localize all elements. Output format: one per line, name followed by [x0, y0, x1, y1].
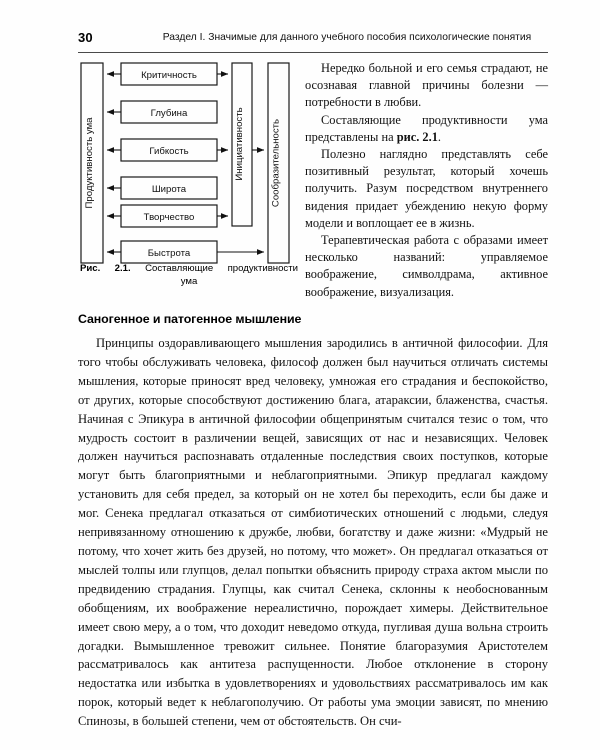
header-rule — [78, 52, 548, 53]
running-head — [78, 30, 548, 48]
side-paragraph-2-tail: . — [437, 129, 442, 144]
running-head-title: Раздел I. Значимые для данного учебного пособия психологические понятия — [162, 32, 532, 43]
figure-2-1 — [80, 62, 295, 292]
side-paragraph-1: Нередко больной и его семья страдают, не осознавая главной причины болезни — потребности в любви. — [305, 61, 548, 110]
pillar-initiative-label: Инициативность — [234, 107, 245, 181]
figure-caption-label: Рис. 2.1. — [80, 263, 131, 274]
side-paragraph-2-text: Составляющие продуктивности ума представлены на — [305, 112, 548, 144]
side-paragraph-4: Терапевтическая работа с образами имеет несколько названий: управляемое воображение, символдрама, активное воображение, визуализация. — [305, 233, 548, 299]
side-paragraph-2 — [305, 112, 548, 146]
figure-caption-text-2: ума — [180, 276, 198, 287]
pillar-quickwittedness-label: Сообразительность — [270, 118, 282, 208]
figure-box-label: Широта — [151, 184, 187, 195]
body-text — [78, 334, 548, 731]
side-column — [305, 60, 548, 301]
figure-caption-text: Составляющие продуктивности — [145, 263, 298, 274]
figure-box-label: Глубина — [150, 108, 188, 119]
section-heading: Саногенное и патогенное мышление — [78, 312, 302, 326]
side-paragraph-3: Полезно наглядно представлять себе позитивный результат, который хочешь получить. Разум посредством внутреннего видения придает убеждению некую форму модели и воплощает ее в жизнь. — [305, 147, 548, 230]
figure-box-label: Критичность — [141, 70, 197, 81]
figure-box-label: Гибкость — [149, 146, 189, 157]
figure-diagram — [80, 62, 295, 267]
figure-caption — [80, 262, 298, 288]
figure-box-label: Творчество — [143, 212, 195, 223]
pillar-productivity-label: Продуктивность ума — [84, 117, 95, 209]
body-paragraph: Принципы оздоравливающего мышления зародились в античной философии. Для того чтобы обслуживать человека, философ должен был научиться отличать системы мышления, которые приносят вред человеку, умножая его страдания и беспокойство, от других, которые способствуют достижению блага, атараксии, блаженства, счастья. Начиная с Эпикура в античной философии общепринятым считался тезис о том, что мудрость состоит в различении вещей, зависящих от нас и независящих. Человек должен научиться распознавать отдаленные последствия своих поступков, которые могут быть благоприятными и неблагоприятными. Эпикур предлагал каждому установить для себя предел, за который он не хотел бы переходить, если бы даже и мог. Сенека предлагал отказаться от симбиотических отношений с людьми, следуя непривязанному отношению к дружбе, любви, богатству и даже жизни: «Мудрый не потому, что хочет жить без друзей, но потому, что может». Он предлагал отказаться от мыслей толпы или глупцов, делал попытки объяснить природу страха актом мысли по предвидению страдания. Глупцы, как считал Сенека, склонны к необоснованным обобщениям, их воображение нереалистично, порождает химеры. Действительное имеет свою меру, а о том, что доходит неведомо откуда, пугливая душа вольна строить догадки. Вымышленное тревожит сильнее. Понятие благоразумия Аристотелем рассматривалось как антитеза распущенности. Любое отклонение в сторону недостатка или избытка в удовлетворениях и удовольствиях рассматривалось им как порок, который ведет к неблагополучию. От работы ума эмоции зависят, по мнению Спинозы, в большей степени, чем от обстоятельств. Он счи- — [78, 336, 548, 729]
figure-reference: рис. 2.1 — [396, 129, 438, 144]
page-number: 30 — [78, 30, 93, 45]
figure-box-label: Быстрота — [147, 248, 191, 259]
